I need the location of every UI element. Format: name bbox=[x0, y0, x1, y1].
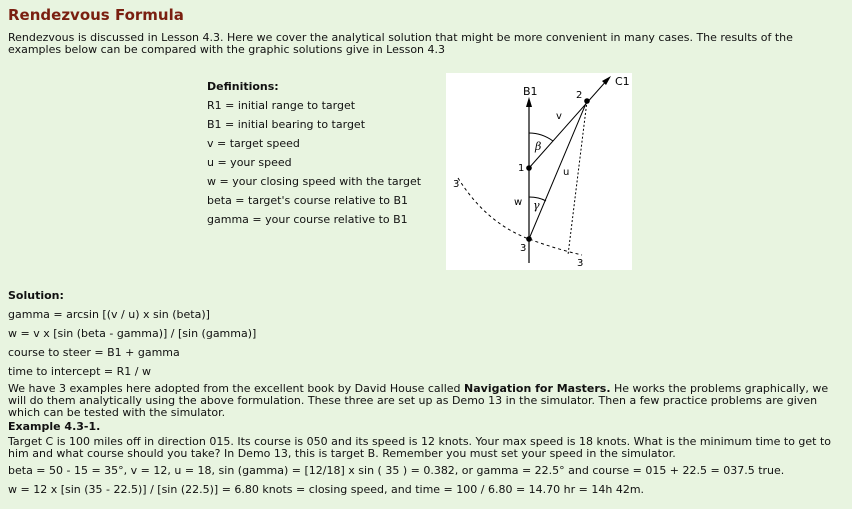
v-label: v bbox=[556, 111, 562, 122]
u-label: u bbox=[563, 167, 570, 178]
rendezvous-diagram bbox=[446, 73, 632, 270]
example-calc-line: w = 12 x [sin (35 - 22.5)] / [sin (22.5)] = 6.80 knots = closing speed, and time = 100 / 6.80 = 14.70 hr = 14h 42m. bbox=[8, 483, 645, 496]
page-title: Rendezvous Formula bbox=[8, 6, 184, 24]
example-calc-line: beta = 50 - 15 = 35°, v = 12, u = 18, sin (gamma) = [12/18] x sin ( 35 ) = 0.382, or gamma = 22.5° and course = 015 + 22.5 = 037.5 true. bbox=[8, 464, 785, 477]
label-2: 2 bbox=[576, 90, 583, 101]
definition-item: w = your closing speed with the target bbox=[207, 175, 422, 188]
b1-label: B1 bbox=[523, 85, 538, 98]
label-3-bottom: 3 bbox=[577, 258, 584, 269]
definition-item: beta = target's course relative to B1 bbox=[207, 194, 409, 207]
book-title: Navigation for Masters. bbox=[464, 382, 611, 395]
para-text-pre: We have 3 examples here adopted from the excellent book by David House called bbox=[8, 382, 465, 395]
point-1 bbox=[526, 165, 532, 171]
solution-heading: Solution: bbox=[8, 289, 64, 302]
example-text: Target C is 100 miles off in direction 015. Its course is 050 and its speed is 12 knots. Your max speed is 18 knots. What is the minimum time to get to him and what course should you take? In Demo 13, this is target B. Remember you must set your speed in the simulator. bbox=[8, 435, 832, 460]
label-3-center: 3 bbox=[520, 243, 527, 254]
definitions-block bbox=[207, 77, 421, 229]
example-heading: Example 4.3-1. bbox=[8, 420, 101, 433]
formula-line: w = v x [sin (beta - gamma)] / [sin (gamma)] bbox=[8, 327, 257, 340]
diagram-svg bbox=[446, 73, 632, 270]
b1-arrowhead bbox=[526, 97, 532, 107]
examples-paragraph bbox=[8, 383, 844, 419]
point-3 bbox=[526, 236, 532, 242]
formula-line: gamma = arcsin [(v / u) x sin (beta)] bbox=[8, 308, 210, 321]
formula-line: time to intercept = R1 / w bbox=[8, 365, 151, 378]
beta-label: β bbox=[535, 140, 542, 153]
definition-item: v = target speed bbox=[207, 137, 300, 150]
solution-block bbox=[8, 286, 844, 499]
definition-item: gamma = your course relative to B1 bbox=[207, 213, 408, 226]
definitions-heading: Definitions: bbox=[207, 80, 279, 93]
definition-item: R1 = initial range to target bbox=[207, 99, 356, 112]
w-label: w bbox=[514, 197, 523, 208]
point-2 bbox=[584, 98, 590, 104]
intro-paragraph: Rendezvous is discussed in Lesson 4.3. Here we cover the analytical solution that might be more convenient in many cases. The results of the examples below can be compared with the graphic solutions give in Lesson 4.3 bbox=[8, 31, 793, 56]
definition-item: B1 = initial bearing to target bbox=[207, 118, 366, 131]
gamma-label: γ bbox=[533, 199, 540, 212]
definition-item: u = your speed bbox=[207, 156, 292, 169]
target-course-line bbox=[529, 79, 608, 168]
label-3-left: 3 bbox=[453, 179, 460, 190]
c1-label: C1 bbox=[615, 75, 630, 88]
para-text-post: He works the problems graphically, we will do them analytically using the above formulation. These three are set up as Demo 13 in the simulator. Then a few practice problems are given which can be tested with the simulator. bbox=[8, 382, 829, 419]
formula-line: course to steer = B1 + gamma bbox=[8, 346, 180, 359]
label-1: 1 bbox=[518, 163, 525, 174]
